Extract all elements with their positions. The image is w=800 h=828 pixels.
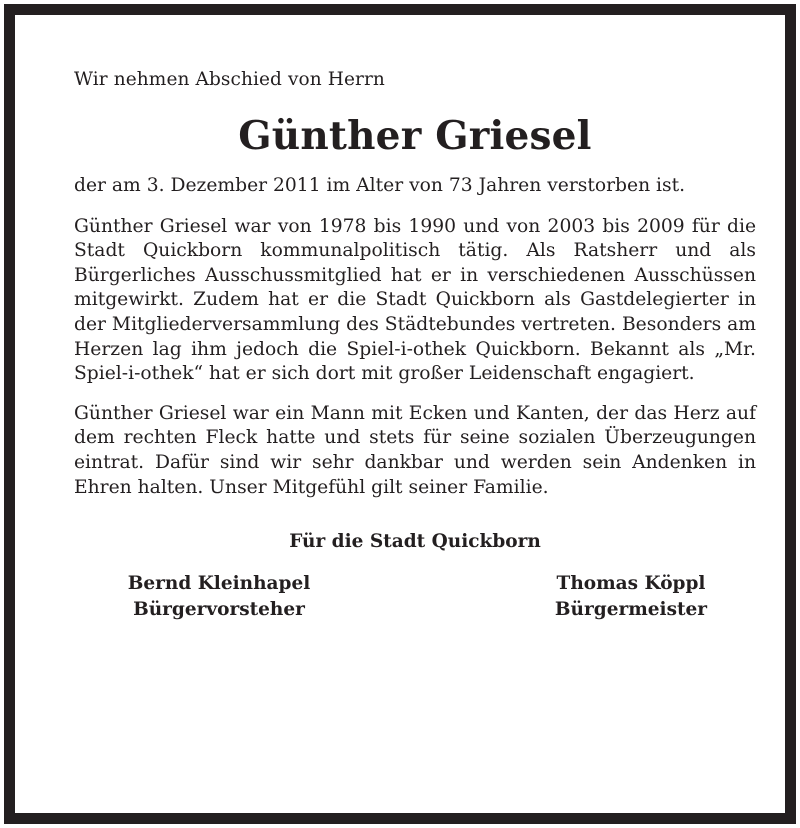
signoff-line: Für die Stadt Quickborn	[289, 531, 541, 553]
signer-left	[74, 571, 364, 623]
signer-role: Bürgervorsteher	[133, 599, 305, 621]
notice-frame	[4, 4, 796, 824]
signer-name: Bernd Kleinhapel	[127, 573, 311, 595]
tribute-paragraph: Günther Griesel war ein Mann mit Ecken und Kanten, der das Herz auf dem rechten Fleck hatte und stets für seine sozialen Überzeugungen eintrat. Dafür sind wir sehr dankbar und werden sein Andenken in Ehren halten. Unser Mitgefühl gilt seiner Familie.	[74, 402, 756, 498]
signers	[74, 571, 756, 623]
signer-right	[506, 571, 756, 623]
deceased-name: Günther Griesel	[238, 113, 592, 159]
notice-content	[74, 66, 756, 623]
signer-role: Bürgermeister	[554, 599, 708, 621]
death-statement: der am 3. Dezember 2011 im Alter von 73 Jahren verstorben ist.	[74, 175, 686, 196]
biography-paragraph: Günther Griesel war von 1978 bis 1990 und von 2003 bis 2009 für die Stadt Quickborn kommunalpolitisch tätig. Als Ratsherr und als Bürgerliches Ausschussmitglied hat er in verschiedenen Ausschüssen mitgewirkt. Zudem hat er die Stadt Quickborn als Gastdelegierter in der Mitgliederversammlung des Städtebundes vertreten. Besonders am Herzen lag ihm jedoch die Spiel-i-othek Quickborn. Bekannt als „Mr. Spiel-i-othek“ hat er sich dort mit großer Leidenschaft engagiert.	[74, 215, 756, 385]
signer-name: Thomas Köppl	[556, 573, 706, 595]
intro-line: Wir nehmen Abschied von Herrn	[74, 69, 385, 90]
